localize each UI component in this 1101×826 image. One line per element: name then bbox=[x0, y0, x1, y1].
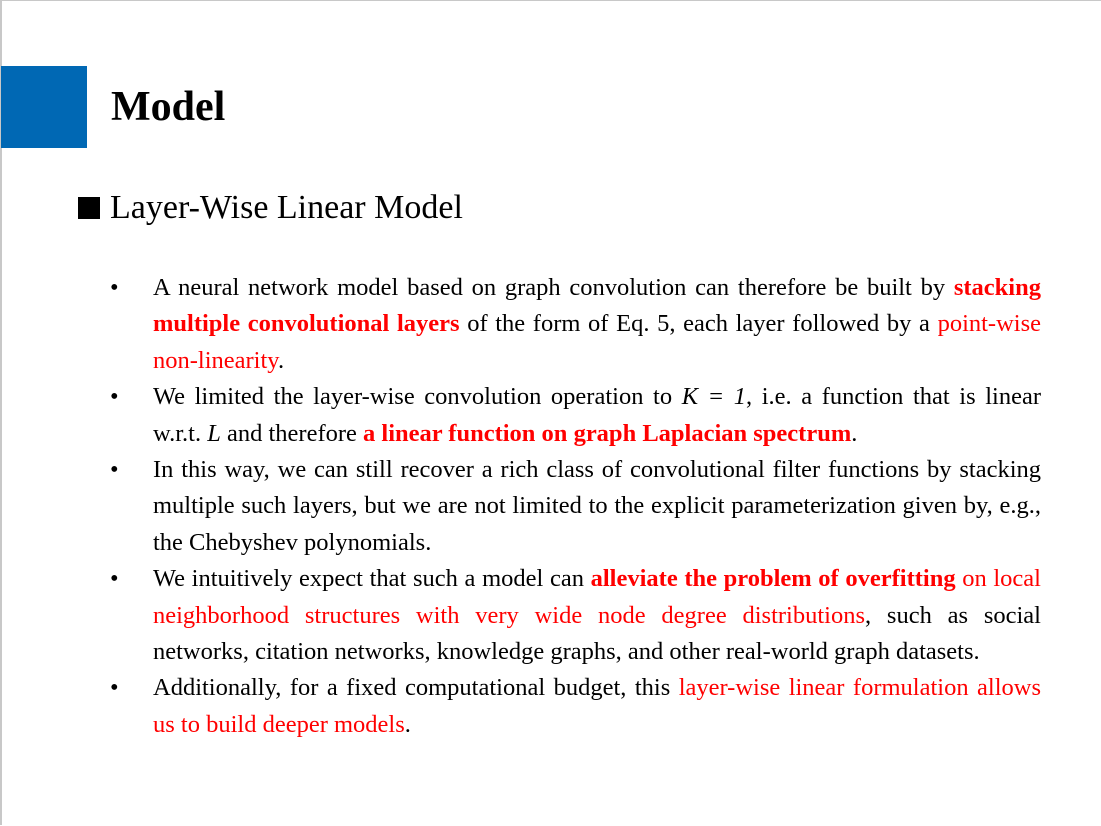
highlight-bold: stacking multiple convolutional layers bbox=[153, 274, 1041, 338]
bullet-dot-icon: • bbox=[110, 383, 119, 411]
text: and therefore bbox=[220, 419, 364, 447]
text: . bbox=[404, 710, 411, 738]
text: Additionally, for a fixed computational budget, this bbox=[153, 674, 679, 702]
math: L bbox=[207, 419, 221, 447]
text: of the form of Eq. 5, each layer followed by a bbox=[459, 310, 938, 338]
text: We intuitively expect that such a model can bbox=[153, 565, 591, 593]
text: . bbox=[277, 346, 285, 374]
bullet-item bbox=[110, 561, 1041, 670]
bullet-list bbox=[110, 270, 1041, 743]
text: A neural network model based on graph convolution can therefore be built by bbox=[153, 274, 954, 301]
highlight-bold: alleviate the problem of overfitting bbox=[590, 565, 956, 593]
bullet-dot-icon: • bbox=[110, 565, 119, 593]
text: In this way, we can still recover a rich class of convolutional filter functions by stacking multiple such layers, but we are not limited to the explicit parameterization given by, e.g., the Chebyshev polynomials. bbox=[153, 456, 1041, 556]
text: , such as social networks, citation networks, knowledge graphs, and other real-world graph datasets. bbox=[153, 601, 1041, 666]
bullet-item bbox=[110, 270, 1041, 379]
highlight: layer-wise linear formulation allows us to build deeper models bbox=[153, 674, 1042, 738]
bullet-dot-icon: • bbox=[110, 274, 119, 301]
math: K = 1 bbox=[681, 383, 747, 411]
text: , i.e. a function that is linear w.r.t. bbox=[153, 383, 1041, 447]
bullet-dot-icon: • bbox=[110, 456, 119, 484]
subheading-text: Layer-Wise Linear Model bbox=[110, 189, 463, 226]
highlight: point-wise non-linearity bbox=[153, 310, 1041, 374]
subheading bbox=[78, 188, 463, 228]
slide-title: Model bbox=[111, 84, 226, 130]
text: . bbox=[851, 419, 858, 447]
bullet-item bbox=[110, 379, 1041, 452]
bullet-item bbox=[110, 452, 1041, 561]
bullet-dot-icon: • bbox=[110, 674, 119, 702]
square-bullet-icon bbox=[78, 197, 100, 219]
bullet-item bbox=[110, 670, 1041, 743]
text: We limited the layer-wise convolution operation to bbox=[153, 383, 682, 411]
highlight-bold: a linear function on graph Laplacian spectrum bbox=[363, 419, 852, 447]
highlight: on local neighborhood structures with very wide node degree distributions bbox=[153, 565, 1041, 629]
title-accent-block bbox=[1, 66, 87, 148]
